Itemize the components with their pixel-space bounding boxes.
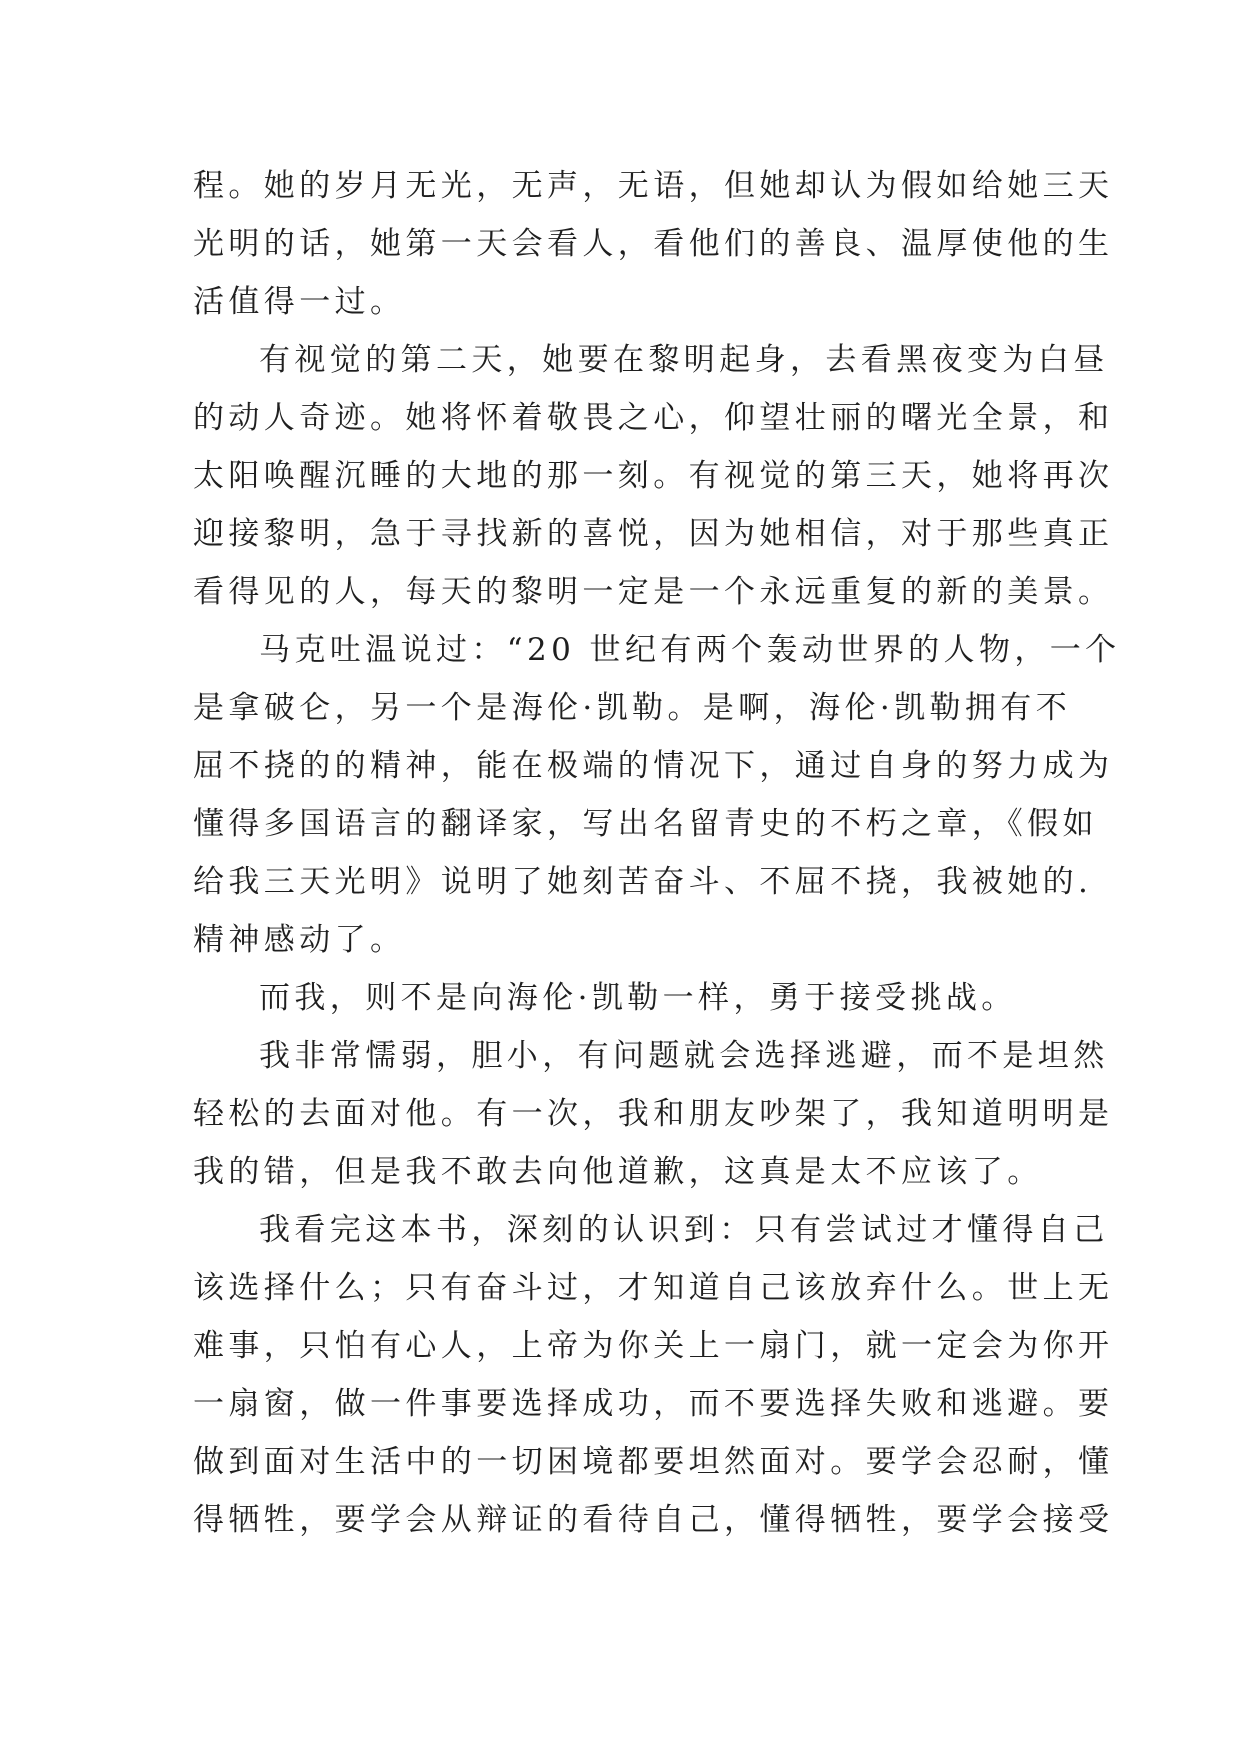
text-line: 做到面对生活中的一切困境都要坦然面对。要学会忍耐，懂 [193,1444,1114,1480]
text-line: 屈不挠的的精神，能在极端的情况下，通过自身的努力成为 [193,748,1114,784]
text-line: 轻松的去面对他。有一次，我和朋友吵架了，我知道明明是 [193,1096,1114,1132]
text-line: 一扇窗，做一件事要选择成功，而不要选择失败和逃避。要 [193,1386,1114,1422]
text-line: 程。她的岁月无光，无声，无语，但她却认为假如给她三天 [193,168,1114,204]
text-line: 懂得多国语言的翻译家，写出名留青史的不朽之章，《假如 [193,806,1098,842]
text-line: 精神感动了。 [193,922,406,958]
text-line: 得牺牲，要学会从辩证的看待自己，懂得牺牲，要学会接受 [193,1502,1114,1538]
text-line: 给我三天光明》说明了她刻苦奋斗、不屈不挠，我被她的. [193,864,1093,900]
text-line: 马克吐温说过：“20 世纪有两个轰动世界的人物，一个 [259,632,1121,668]
text-line: 难事，只怕有心人，上帝为你关上一扇门，就一定会为你开 [193,1328,1114,1364]
document-text [193,157,1121,1549]
text-line: 而我，则不是向海伦·凯勒一样，勇于接受挑战。 [259,980,1017,1016]
text-line: 我非常懦弱，胆小，有问题就会选择逃避，而不是坦然 [259,1038,1109,1074]
text-line: 活值得一过。 [193,284,406,320]
text-line: 我的错，但是我不敢去向他道歉，这真是太不应该了。 [193,1154,1043,1190]
text-line: 光明的话，她第一天会看人，看他们的善良、温厚使他的生 [193,226,1114,262]
text-line: 我看完这本书，深刻的认识到：只有尝试过才懂得自己 [259,1212,1109,1248]
text-line: 的动人奇迹。她将怀着敬畏之心，仰望壮丽的曙光全景，和 [193,400,1114,436]
text-line: 迎接黎明，急于寻找新的喜悦，因为她相信，对于那些真正 [193,516,1114,552]
text-line: 是拿破仑，另一个是海伦·凯勒。是啊，海伦·凯勒拥有不 [193,690,1072,726]
text-line: 看得见的人，每天的黎明一定是一个永远重复的新的美景。 [193,574,1114,610]
text-line: 太阳唤醒沉睡的大地的那一刻。有视觉的第三天，她将再次 [193,458,1114,494]
text-line: 该选择什么；只有奋斗过，才知道自己该放弃什么。世上无 [193,1270,1114,1306]
text-line: 有视觉的第二天，她要在黎明起身，去看黑夜变为白昼 [259,342,1109,378]
